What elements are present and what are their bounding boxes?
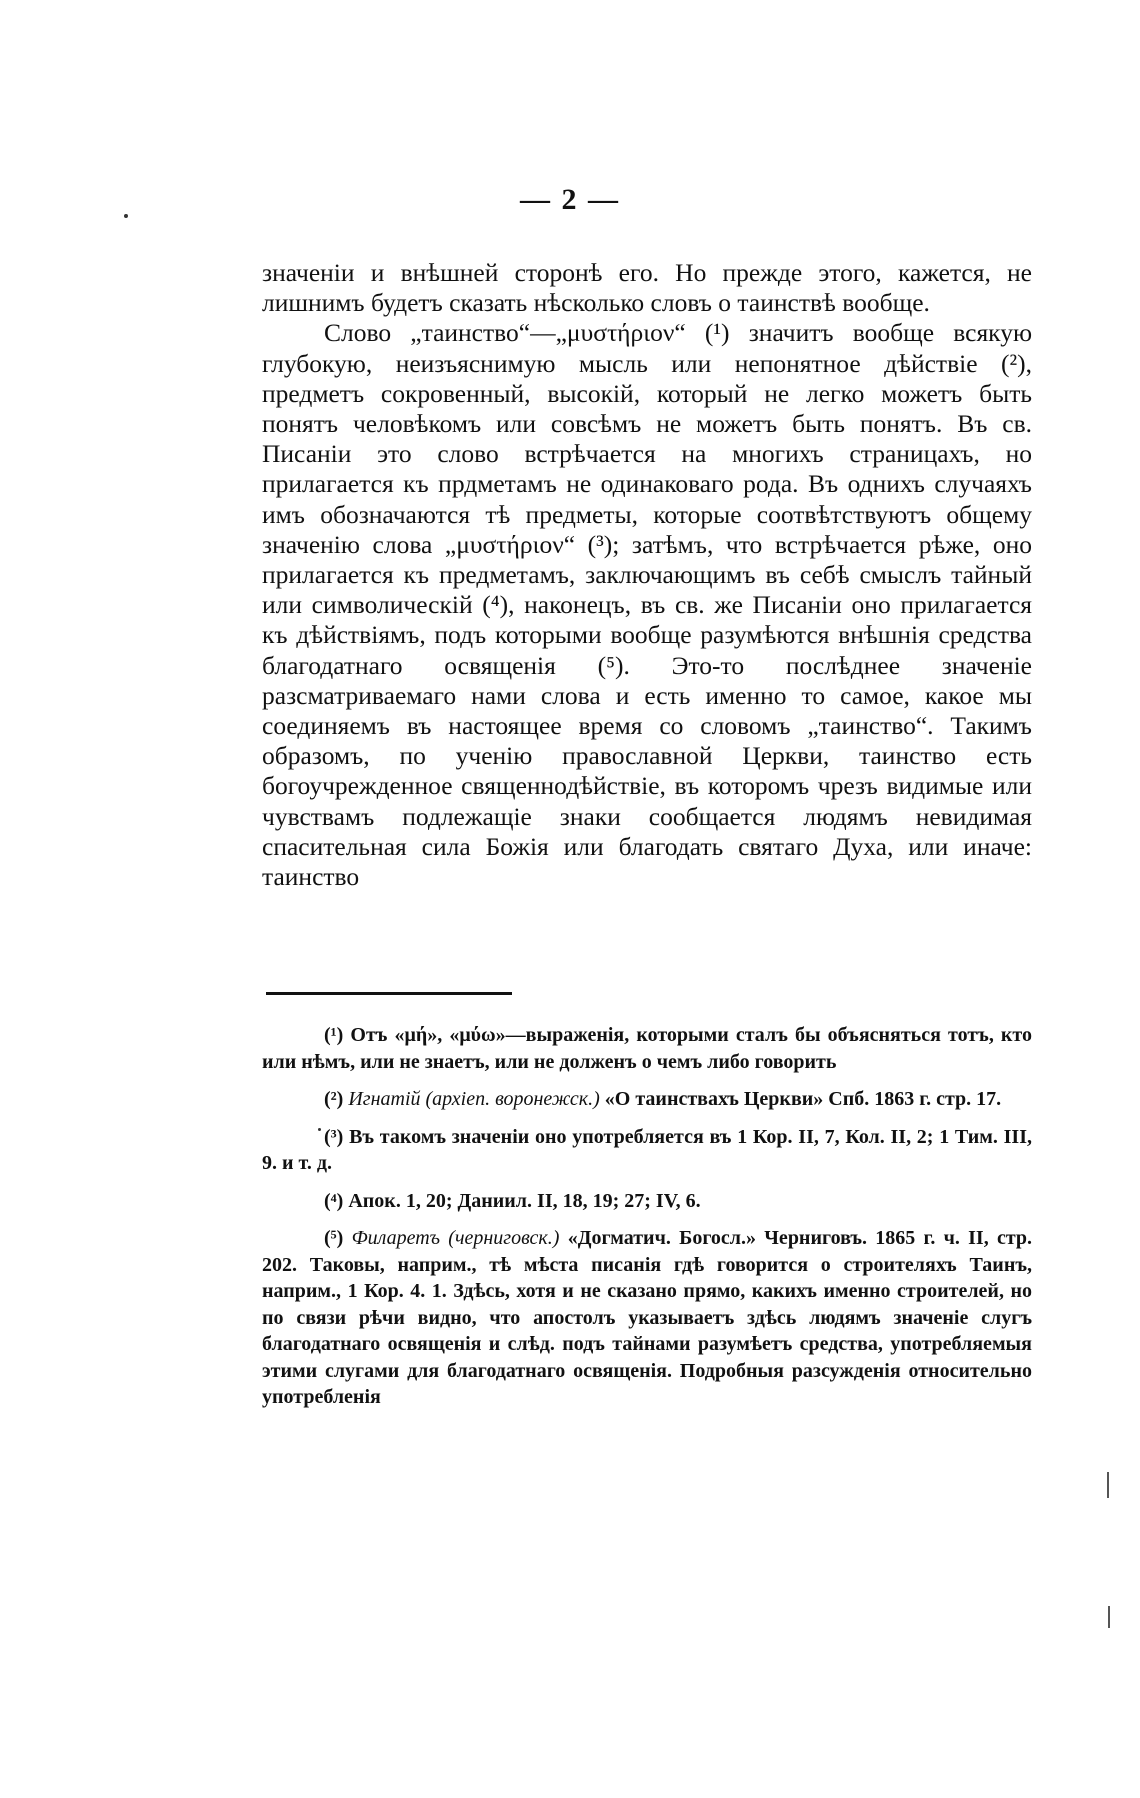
footnote-mark: (²): [324, 1088, 344, 1110]
footnote-mark: (⁴): [324, 1189, 344, 1212]
paragraph-2: Слово „таинство“—„μυστήριον“ (¹) значитъ вообще всякую глубокую, неизъяснимую мысль или непонятное дѣйствiе (²), предметъ сокровенный, высокiй, который не легко можетъ быть понятъ человѣкомъ или совсѣмъ не можетъ быть понятъ. Въ св. Писанiи это слово встрѣчается на многихъ страницахъ, но прилагается къ прдметамъ не одинаковаго рода. Въ однихъ случаяхъ имъ обозначаются тѣ предметы, которые соотвѣтствуютъ общему значенiю слова „μυστήριον“ (³); затѣмъ, что встрѣчается рѣже, оно прилагается къ предметамъ, заключающимъ въ себѣ смыслъ тайный или символическiй (⁴), наконецъ, въ св. же Писанiи оно прилагается къ дѣйствiямъ, подъ которыми вообще разумѣются внѣшнiя средства благодатнаго освященiя (⁵). Это-то послѣднее значенiе разсматриваемаго нами слова и есть именно то самое, какое мы соединяемъ въ настоящее время со словомъ „таинство“. Такимъ образомъ, по ученiю православной Церкви, таинство есть богоучрежденное священнодѣйствiе, въ которомъ чрезъ видимые или чувствамъ подлежащiе знаки сообщается людямъ невидимая спасительная сила Божiя или благодать святаго Духа, или иначе: таинство: [262, 318, 1032, 892]
footnote-author: Филаретъ (черниговск.): [351, 1227, 560, 1249]
footnote-3: [262, 1124, 1032, 1177]
scan-speck: [318, 1128, 321, 1131]
footnote-5: [262, 1225, 1032, 1411]
main-text: [262, 258, 1032, 892]
footnote-text: «О таинствахъ Церкви» Спб. 1863 г. стр. 17.: [604, 1088, 1002, 1110]
footnote-separator: [266, 992, 512, 995]
footnote-1: [262, 1022, 1032, 1075]
footnote-4: [262, 1188, 1032, 1215]
footnote-text: Апок. 1, 20; Даниил. II, 18, 19; 27; IV, 6.: [348, 1189, 701, 1212]
footnote-mark: (⁵): [324, 1227, 344, 1249]
footnote-2: [262, 1086, 1032, 1113]
footnotes: [262, 1022, 1032, 1422]
footnote-mark: (³): [324, 1125, 344, 1148]
paragraph-1: значенiи и внѣшней сторонѣ его. Но прежде этого, кажется, не лишнимъ будетъ сказать нѣсколько словъ о таинствѣ вообще.: [262, 258, 1032, 318]
page-number: — 2 —: [520, 183, 620, 216]
scan-edge-mark: [1107, 1472, 1109, 1498]
scan-edge-mark: [1108, 1606, 1110, 1628]
footnote-text: «Догматич. Богосл.» Черниговъ. 1865 г. ч. II, стр. 202. Таковы, наприм., тѣ мѣста писанiя гдѣ говорится о строителяхъ Таинъ, наприм., 1 Кор. 4. 1. Здѣсь, хотя и не сказано прямо, какихъ именно строителей, но по связи рѣчи видно, что апостолъ указываетъ здѣсь людямъ значенiе слугъ благодатнаго освященiя и слѣд. подъ тайнами разумѣетъ средства, употребляемыя этими слугами для благодатнаго освященiя. Подробныя разсужденiя относительно употребленiя: [262, 1227, 1033, 1408]
footnote-text: Отъ «μή», «μύω»—выраженiя, которыми сталъ бы объясняться тотъ, кто или нѣмъ, или не знаетъ, или не долженъ о чемъ либо говорить: [262, 1024, 1032, 1073]
scan-speck: [124, 214, 128, 218]
footnote-text: Въ такомъ значенiи оно употребляется въ 1 Кор. II, 7, Кол. II, 2; 1 Тим. III, 9. и т. д.: [262, 1125, 1032, 1174]
footnote-mark: (¹): [324, 1024, 344, 1046]
footnote-author: Игнатiй (архiеп. воронежск.): [348, 1088, 600, 1110]
